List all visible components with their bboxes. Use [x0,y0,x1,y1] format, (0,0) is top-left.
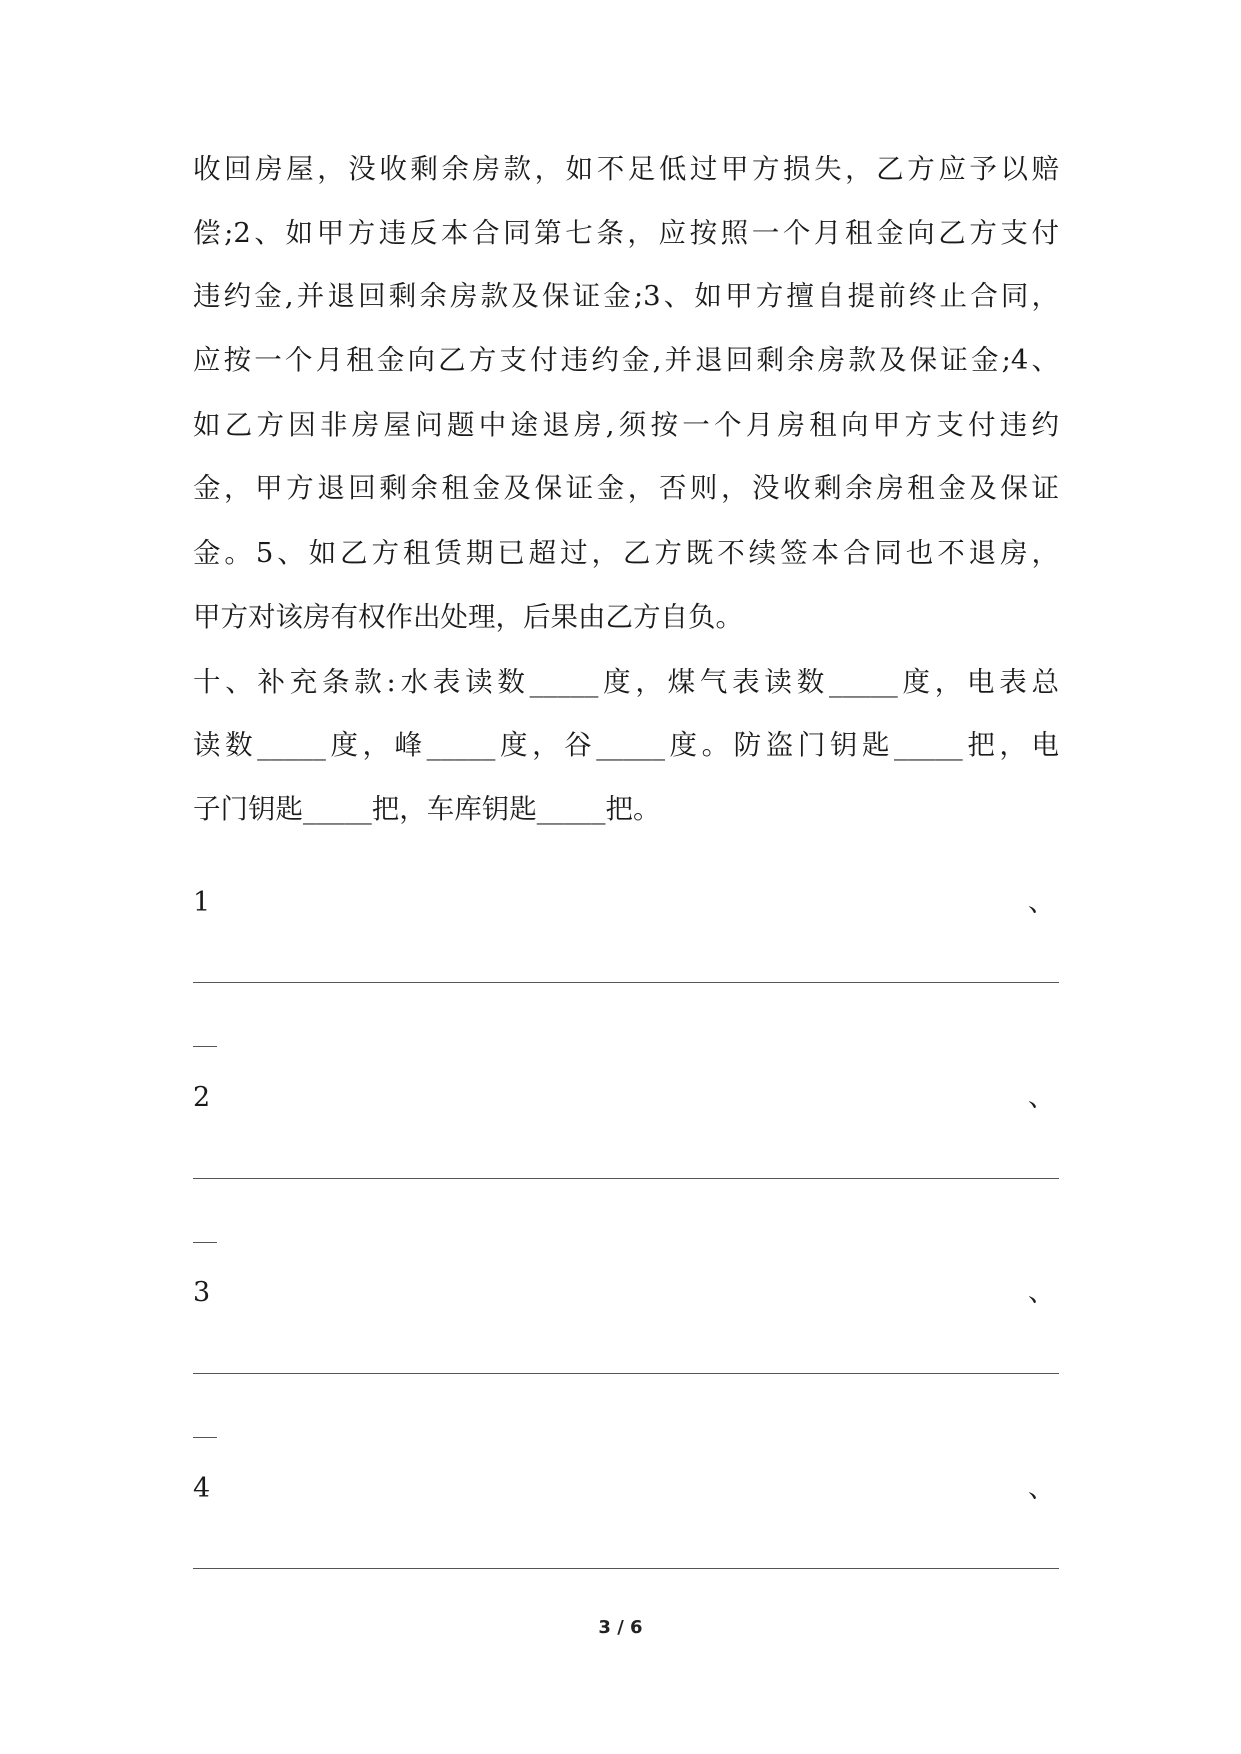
body-line-2: 偿;2、如甲方违反本合同第七条，应按照一个月租金向乙方支付 [193,217,1059,249]
fill-in-line [193,1178,1059,1179]
fill-in-line [193,982,1059,983]
body-line-6: 金，甲方退回剩余租金及保证金，否则，没收剩余房租金及保证 [193,472,1059,504]
fill-in-line-tail [193,1046,217,1047]
body-line-3: 违约金,并退回剩余房款及保证金;3、如甲方擅自提前终止合同， [193,280,1059,312]
page-number: 3 / 6 [598,1617,643,1638]
body-line-7: 金。5、如乙方租赁期已超过，乙方既不续签本合同也不退房， [193,537,1059,569]
fill-in-line [193,1373,1059,1374]
item-separator: 、 [1028,1277,1055,1308]
fill-in-line-tail [193,1242,217,1243]
body-line-9: 十、补充条款:水表读数_____度，煤气表读数_____度，电表总 [193,666,1059,698]
item-number: 1 [193,887,211,918]
item-number: 4 [193,1473,211,1504]
fill-in-line [193,1568,1059,1569]
body-line-5: 如乙方因非房屋问题中途退房,须按一个月房租向甲方支付违约 [193,409,1059,441]
body-line-11: 子门钥匙_____把，车库钥匙_____把。 [193,793,661,825]
item-separator: 、 [1028,1473,1055,1504]
item-separator: 、 [1028,887,1055,918]
body-line-1: 收回房屋，没收剩余房款，如不足低过甲方损失，乙方应予以赔 [193,153,1059,185]
item-number: 2 [193,1082,211,1113]
body-line-4: 应按一个月租金向乙方支付违约金,并退回剩余房款及保证金;4、 [193,344,1059,376]
fill-in-line-tail [193,1437,217,1438]
item-separator: 、 [1028,1082,1055,1113]
body-line-8: 甲方对该房有权作出处理，后果由乙方自负。 [193,601,743,633]
item-number: 3 [193,1277,211,1308]
body-line-10: 读数_____度，峰_____度，谷_____度。防盗门钥匙_____把，电 [193,729,1059,761]
